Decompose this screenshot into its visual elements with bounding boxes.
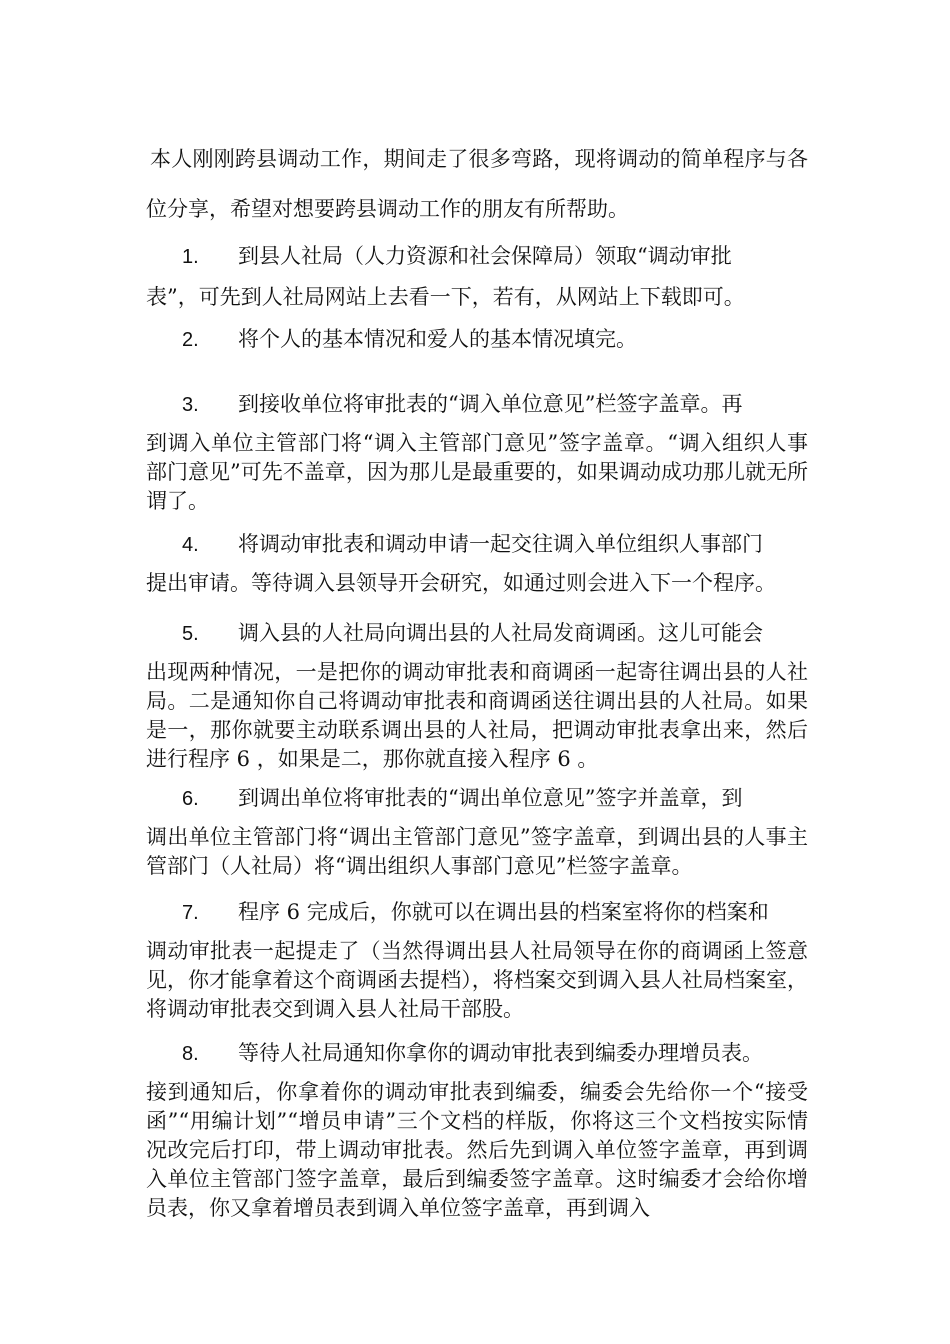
step-number: 7. (182, 902, 199, 924)
step-text-rest: 出现两种情况，一是把你的调动审批表和商调函一起寄往调出县的人社局。二是通知你自己将调动审批表和商调函送往调出县的人社局。如果是一，那你就要主动联系调出县的人社局，把调动审批表拿出来，然后进行程序 6 ，如果是二，那你就直接入程序 6 。 (146, 660, 808, 771)
step-text-first: 到县人社局（人力资源和社会保障局）领取“调动审批 (238, 244, 732, 268)
step-number: 5. (182, 623, 199, 645)
step-number: 2. (182, 329, 199, 351)
step-text-rest: 提出审请。等待调入县领导开会研究，如通过则会进入下一个程序。 (146, 571, 776, 595)
step-text-first: 调入县的人社局向调出县的人社局发商调函。这儿可能会 (238, 621, 763, 645)
step-number: 1. (182, 246, 199, 268)
step-text-rest: 接到通知后，你拿着你的调动审批表到编委，编委会先给你一个“接受函”“用编计划”“增员申请”三个文档的样版，你将这三个文档按实际情况改完后打印，带上调动审批表。然后先到调入单位签字盖章，再到调入单位主管部门签字盖章，最后到编委签字盖章。这时编委才会给你增员表，你又拿着增员表到调入单位签字盖章，再到调入 (146, 1080, 808, 1220)
step-item-6 (146, 784, 808, 881)
step-text-first: 等待人社局通知你拿你的调动审批表到编委办理增员表。 (238, 1041, 763, 1065)
step-item-1 (146, 236, 808, 317)
step-text-first: 到接收单位将审批表的“调入单位意见”栏签字盖章。再 (238, 392, 743, 416)
step-item-5 (146, 619, 808, 774)
step-number: 4. (182, 534, 199, 556)
step-item-4 (146, 530, 808, 598)
step-text-rest: 调动审批表一起提走了（当然得调出县人社局领导在你的商调函上签意见，你才能拿着这个商调函去提档），将档案交到调入县人社局档案室，将调动审批表交到调入县人社局干部股。 (146, 939, 808, 1021)
step-text-first: 将个人的基本情况和爱人的基本情况填完。 (238, 327, 637, 351)
step-text-first: 到调出单位将审批表的“调出单位意见”签字并盖章，到 (238, 786, 743, 810)
step-item-3 (146, 390, 808, 516)
step-text-first: 将调动审批表和调动申请一起交往调入单位组织人事部门 (238, 532, 763, 556)
step-item-2 (146, 325, 808, 355)
step-text-rest: 到调入单位主管部门将“调入主管部门意见”签字盖章。“调入组织人事部门意见”可先不盖章，因为那儿是最重要的，如果调动成功那儿就无所谓了。 (146, 431, 808, 513)
step-text-rest: 表”，可先到人社局网站上去看一下，若有，从网站上下载即可。 (146, 285, 745, 309)
step-item-7 (146, 898, 808, 1024)
step-item-8 (146, 1039, 808, 1223)
step-number: 3. (182, 394, 199, 416)
step-text-rest: 调出单位主管部门将“调出主管部门意见”签字盖章，到调出县的人事主管部门（人社局）将“调出组织人事部门意见”栏签字盖章。 (146, 825, 808, 878)
step-text-first: 程序 6 完成后，你就可以在调出县的档案室将你的档案和 (238, 900, 769, 924)
step-number: 6. (182, 788, 199, 810)
intro-paragraph: 本人刚刚跨县调动工作，期间走了很多弯路，现将调动的简单程序与各位分享，希望对想要跨县调动工作的朋友有所帮助。 (146, 147, 808, 221)
step-number: 8. (182, 1043, 199, 1065)
